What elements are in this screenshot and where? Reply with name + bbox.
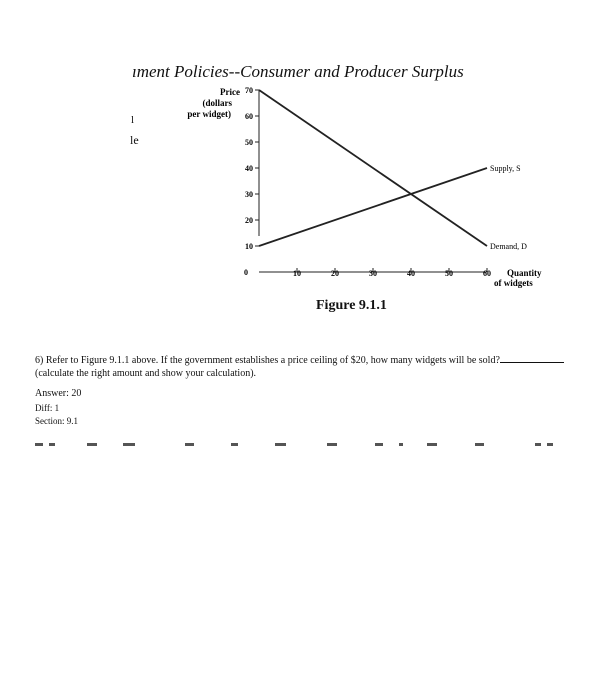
x-tick-label: 40: [407, 269, 415, 278]
chart-axes: [255, 90, 487, 272]
y-axis-label: (dollars: [202, 98, 232, 108]
x-tick-label: 50: [445, 269, 453, 278]
chart-labels: [187, 86, 542, 288]
x-tick-label: 10: [293, 269, 301, 278]
question-prompt: 6) Refer to Figure 9.1.1 above. If the government establishes a price ceiling of $20, how many widgets will be sold?: [35, 355, 500, 366]
figure-caption: Figure 9.1.1: [316, 298, 387, 313]
y-axis-label: Price: [220, 87, 240, 97]
margin-fragment: le: [130, 133, 139, 147]
y-tick-label: 10: [245, 242, 253, 251]
y-tick-label: 30: [245, 190, 253, 199]
y-axis-label: per widget): [187, 109, 231, 119]
section-line: Section: 9.1: [35, 416, 78, 426]
chart-series-lines: [259, 90, 487, 246]
y-tick-label: 20: [245, 216, 253, 225]
question-text: [35, 353, 595, 380]
supply-demand-chart: [0, 0, 612, 300]
x-tick-label: 20: [331, 269, 339, 278]
page-header-title: ıment Policies--Consumer and Producer Surplus: [132, 62, 464, 81]
difficulty-line: Diff: 1: [35, 403, 60, 413]
x-axis-label: Quantity: [507, 268, 542, 278]
y-tick-label: 50: [245, 138, 253, 147]
x-axis-label: of widgets: [494, 278, 533, 288]
demand-label: Demand, D: [490, 242, 527, 251]
answer-line: Answer: 20: [35, 388, 82, 399]
supply-line: [259, 168, 487, 246]
demand-line: [259, 90, 487, 246]
x-tick-label: 30: [369, 269, 377, 278]
cut-off-text-row: [35, 441, 595, 447]
y-tick-label: 70: [245, 86, 253, 95]
supply-label: Supply, S: [490, 164, 521, 173]
x-tick-label: 60: [483, 269, 491, 278]
question-instruction: (calculate the right amount and show your calculation).: [35, 368, 257, 379]
y-tick-label: 60: [245, 112, 253, 121]
y-tick-label: 40: [245, 164, 253, 173]
answer-blank: [500, 353, 564, 363]
y-tick-label: 0: [244, 268, 248, 277]
margin-fragment: l: [131, 114, 135, 126]
